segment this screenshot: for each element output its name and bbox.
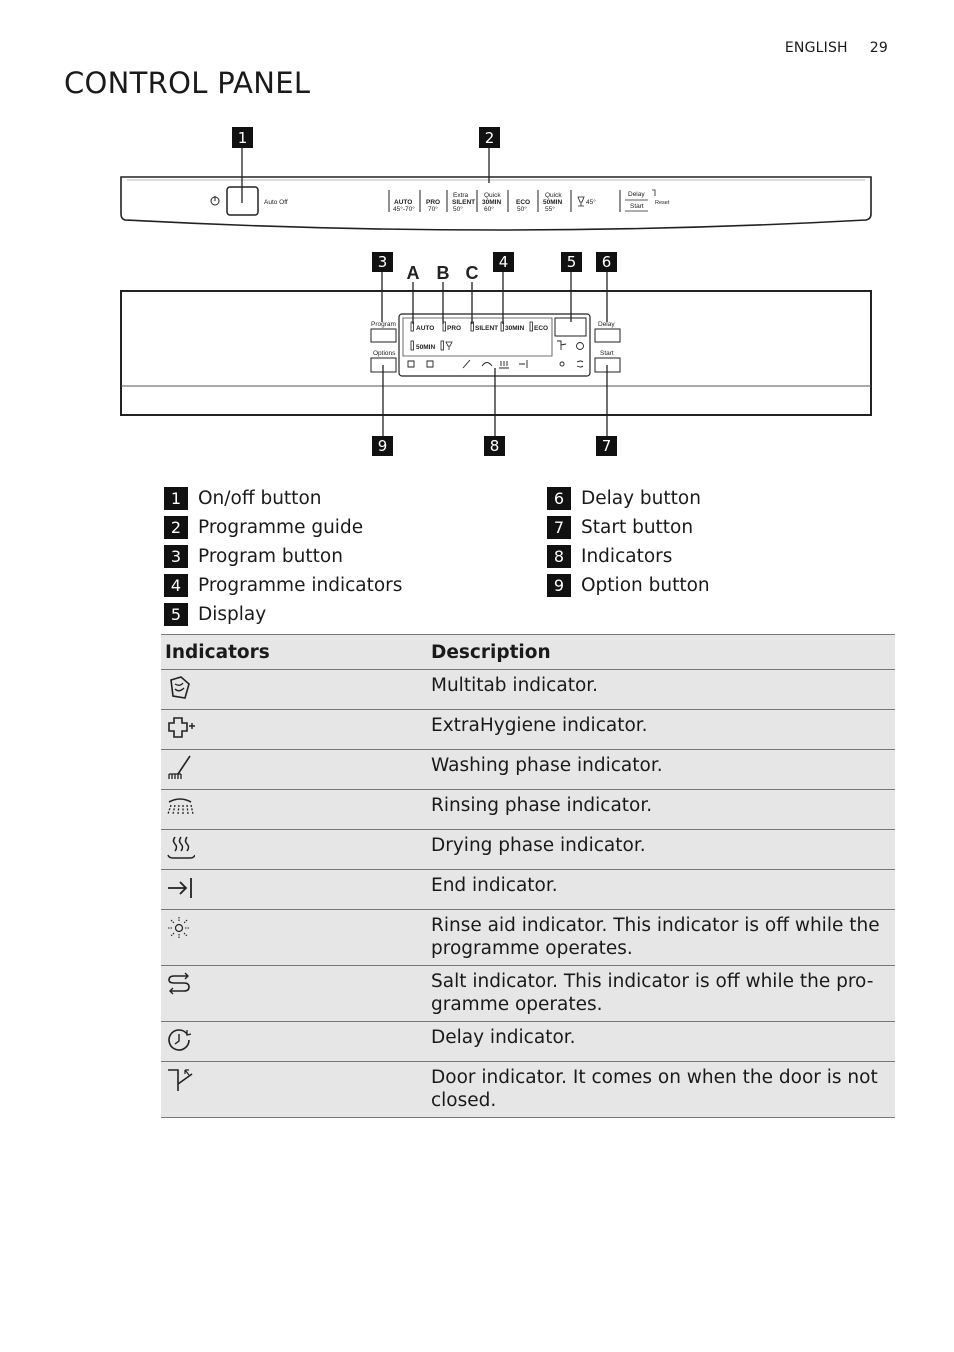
legend-item <box>164 542 402 571</box>
callout-5: 5 <box>566 253 577 271</box>
legend-label: Programme indicators <box>198 575 403 596</box>
door-icon <box>165 1066 195 1094</box>
ind-50min: 50MIN <box>416 344 436 351</box>
legend-label: On/off button <box>198 488 322 509</box>
glass-icon <box>578 197 584 206</box>
rinse-aid-small-icon <box>560 362 564 366</box>
legend-label: Option button <box>581 575 710 596</box>
rinsing-phase-icon <box>165 794 195 822</box>
legend-num: 2 <box>164 516 188 539</box>
legend-num: 6 <box>547 487 571 510</box>
legend-item <box>547 542 710 571</box>
callout-3: 3 <box>377 253 388 271</box>
prog-auto-temp: 45°-70° <box>393 206 415 213</box>
table-row <box>161 670 895 710</box>
letter-c: C <box>465 263 479 283</box>
prog-silent-l1: Extra <box>453 192 469 199</box>
legend-label: Start button <box>581 517 694 538</box>
legend-item <box>547 484 710 513</box>
drying-small-icon <box>499 361 509 368</box>
row-description: End indicator. <box>427 870 895 910</box>
prog-50min-temp: 55° <box>545 206 555 213</box>
legend-num: 7 <box>547 516 571 539</box>
legend-item <box>164 513 402 542</box>
programme-indicators <box>411 322 548 351</box>
legend-left <box>164 484 402 629</box>
delay-button <box>595 329 620 342</box>
ind-30min: 30MIN <box>505 325 525 332</box>
table-row <box>161 830 895 870</box>
callout-9: 9 <box>377 437 388 455</box>
legend-num: 8 <box>547 545 571 568</box>
callout-6: 6 <box>601 253 612 271</box>
row-description: Multitab indicator. <box>427 670 895 710</box>
row-description: Rinsing phase indicator. <box>427 790 895 830</box>
row-description: ExtraHygiene indicator. <box>427 710 895 750</box>
ind-auto: AUTO <box>416 325 435 332</box>
delay-label-top: Delay <box>628 191 645 198</box>
prog-eco-temp: 50° <box>517 206 527 213</box>
row-description: Delay indicator. <box>427 1022 895 1062</box>
ind-eco: ECO <box>534 325 549 332</box>
legend-label: Delay button <box>581 488 701 509</box>
prog-50min-l1: Quick <box>545 192 562 199</box>
options-label: Options <box>373 350 396 357</box>
salt-small-icon <box>577 361 583 367</box>
legend-num: 1 <box>164 487 188 510</box>
legend-item <box>547 513 710 542</box>
letter-b: B <box>436 263 450 283</box>
end-small-icon <box>519 360 527 368</box>
control-panel-diagram <box>0 0 954 470</box>
legend-num: 5 <box>164 603 188 626</box>
row-description: Washing phase indicator. <box>427 750 895 790</box>
prog-pro-name: PRO <box>426 199 441 206</box>
legend-item <box>164 600 402 629</box>
callout-7: 7 <box>601 437 612 455</box>
prog-30min-l1: Quick <box>484 192 501 199</box>
table-row <box>161 750 895 790</box>
table-row <box>161 966 895 1022</box>
legend-label: Indicators <box>581 546 673 567</box>
programme-guide <box>389 190 670 213</box>
prog-50min-name: 50MIN <box>543 199 563 206</box>
row-description: Rinse aid indicator. This indicator is off while the programme operates. <box>427 910 895 966</box>
door-small-icon <box>557 341 566 350</box>
delay-label: Delay <box>598 321 615 328</box>
row-description: Drying phase indicator. <box>427 830 895 870</box>
multitab-icon <box>165 674 195 702</box>
page-title: CONTROL PANEL <box>64 66 311 100</box>
legend-item <box>547 571 710 600</box>
callout-1: 1 <box>237 129 248 147</box>
prog-30min-temp: 60° <box>484 206 494 213</box>
end-icon <box>165 874 195 902</box>
multitab-small-icon <box>408 361 414 367</box>
legend-num: 9 <box>547 574 571 597</box>
program-button <box>371 329 396 342</box>
legend-right <box>547 484 710 600</box>
ind-pro: PRO <box>447 325 462 332</box>
header-description: Description <box>427 635 895 670</box>
prog-silent-name: SILENT <box>452 199 476 206</box>
row-description: Salt indicator. This indicator is off while the pro-gramme operates. <box>427 966 895 1022</box>
callout-2: 2 <box>484 129 495 147</box>
drying-phase-icon <box>165 834 195 862</box>
legend-label: Programme guide <box>198 517 364 538</box>
rinse-aid-icon <box>165 914 195 942</box>
table-row <box>161 870 895 910</box>
start-label-top: Start <box>630 203 644 210</box>
salt-icon <box>165 970 195 998</box>
header-indicators: Indicators <box>161 635 427 670</box>
legend-label: Program button <box>198 546 343 567</box>
table-row <box>161 1022 895 1062</box>
legend-item <box>164 571 402 600</box>
table-row <box>161 790 895 830</box>
prog-eco-name: ECO <box>516 199 531 206</box>
page-number: 29 <box>869 40 888 56</box>
indicators-table <box>161 634 895 1118</box>
start-label: Start <box>600 350 614 357</box>
reset-label: Reset <box>655 200 670 206</box>
table-row <box>161 1062 895 1118</box>
table-header-row <box>161 635 895 670</box>
program-label: Program <box>371 321 396 328</box>
prog-silent-temp: 50° <box>453 206 463 213</box>
legend-num: 3 <box>164 545 188 568</box>
letter-a: A <box>406 263 420 283</box>
glass-temp: 45° <box>586 199 596 206</box>
legend-label: Display <box>198 604 267 625</box>
extrahygiene-small-icon <box>427 361 433 367</box>
delay-small-icon <box>577 343 584 350</box>
row-description: Door indicator. It comes on when the door is not closed. <box>427 1062 895 1118</box>
callout-8: 8 <box>489 437 500 455</box>
table-row <box>161 910 895 966</box>
table-row <box>161 710 895 750</box>
washing-phase-icon <box>165 754 195 782</box>
legend-item <box>164 484 402 513</box>
legend-num: 4 <box>164 574 188 597</box>
auto-off-label: Auto Off <box>264 199 288 206</box>
extrahygiene-icon <box>165 714 195 742</box>
washing-small-icon <box>463 360 470 368</box>
callout-4: 4 <box>498 253 509 271</box>
delay-icon <box>165 1026 195 1054</box>
language-label: ENGLISH <box>784 40 848 56</box>
ind-silent: SILENT <box>475 325 499 332</box>
prog-auto-name: AUTO <box>394 199 413 206</box>
prog-pro-temp: 70° <box>428 206 438 213</box>
lower-panel-outline <box>121 291 871 415</box>
prog-30min-name: 30MIN <box>482 199 502 206</box>
rinsing-small-icon <box>482 363 492 367</box>
